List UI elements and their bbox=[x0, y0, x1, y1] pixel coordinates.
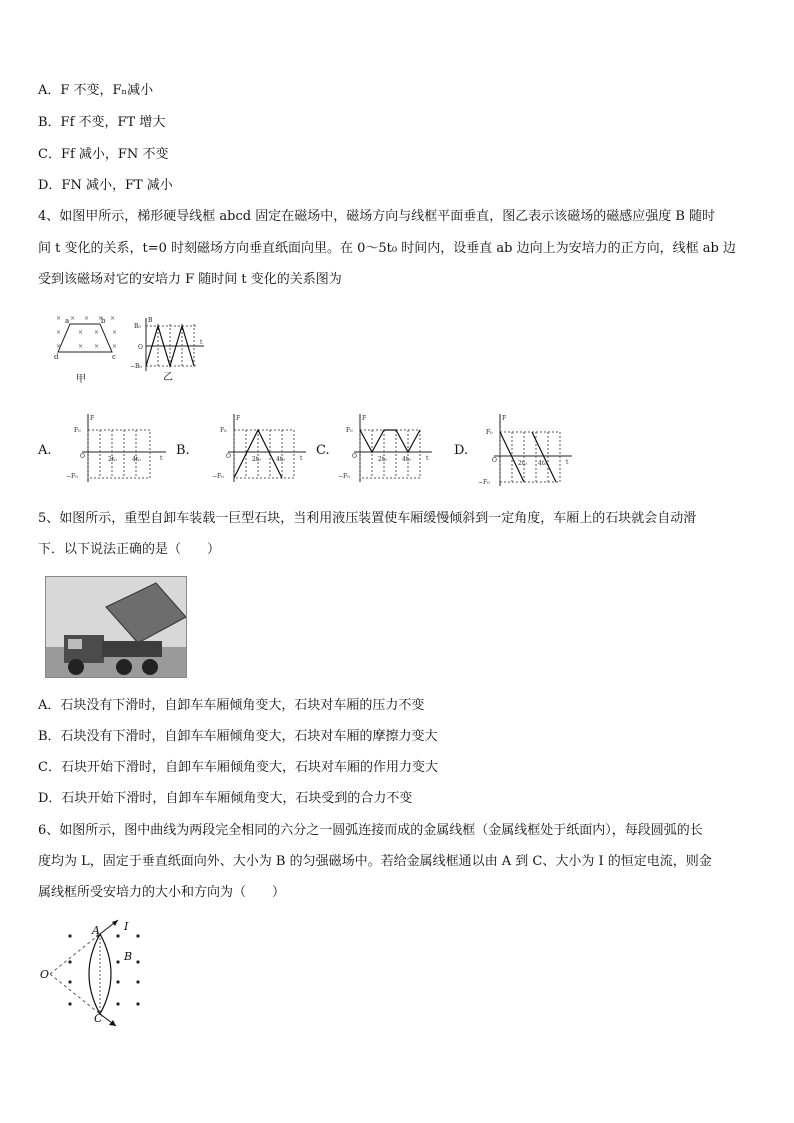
dump-truck-illustration bbox=[46, 577, 186, 677]
q4-stem-line2: 间 t 变化的关系，t=0 时刻磁场方向垂直纸面向里。在 0～5t₀ 时间内，设垂直 ab 边向上为安培力的正方向，线框 ab 边 bbox=[38, 241, 736, 256]
svg-text:O: O bbox=[138, 344, 143, 351]
svg-text:×: × bbox=[78, 343, 84, 350]
svg-text:O: O bbox=[492, 457, 497, 464]
q4-option-a-label: A. bbox=[38, 443, 52, 458]
svg-text:F: F bbox=[90, 415, 95, 422]
svg-text:c: c bbox=[112, 353, 116, 361]
q5-option-d: D．石块开始下滑时，自卸车车厢倾角变大，石块受到的合力不变 bbox=[38, 791, 413, 806]
svg-text:O: O bbox=[40, 968, 50, 981]
q4-stem-line1: 4、如图甲所示，梯形硬导线框 abcd 固定在磁场中，磁场方向与线框平面垂直，图乙表示该磁场的磁感应强度 B 随时 bbox=[38, 209, 716, 224]
q5-option-c: C．石块开始下滑时，自卸车车厢倾角变大，石块对车厢的作用力变大 bbox=[38, 760, 438, 775]
svg-text:O: O bbox=[352, 453, 357, 460]
q3-option-a: A．F 不变，Fₙ减小 bbox=[38, 83, 154, 98]
svg-text:×: × bbox=[112, 343, 118, 350]
dump-truck-photo bbox=[45, 576, 187, 678]
svg-text:−F₀: −F₀ bbox=[212, 473, 224, 480]
q4-option-a-graph bbox=[60, 412, 170, 484]
q4-option-c-graph bbox=[336, 412, 436, 484]
svg-text:×: × bbox=[56, 315, 62, 322]
q6-arc-frame-figure bbox=[38, 918, 148, 1028]
svg-text:×: × bbox=[70, 315, 76, 322]
svg-text:×: × bbox=[56, 343, 62, 350]
q6-stem-line2: 度均为 L，固定于垂直纸面向外、大小为 B 的匀强磁场中。若给金属线框通以由 A 到 C、大小为 I 的恒定电流，则金 bbox=[38, 854, 712, 869]
q5-stem-line2: 下．以下说法正确的是（ ） bbox=[38, 542, 221, 557]
figure-yi-b-t-graph bbox=[128, 316, 208, 374]
svg-text:t: t bbox=[566, 459, 569, 466]
svg-text:b: b bbox=[101, 317, 106, 325]
svg-text:−F₀: −F₀ bbox=[338, 473, 350, 480]
svg-text:2t₀: 2t₀ bbox=[108, 456, 117, 463]
svg-text:×: × bbox=[94, 343, 100, 350]
svg-text:F: F bbox=[362, 415, 367, 422]
q3-option-b: B．Ff 不变，FT 增大 bbox=[38, 115, 166, 130]
svg-text:O: O bbox=[80, 453, 85, 460]
svg-text:×: × bbox=[94, 329, 100, 336]
q4-option-b-label: B. bbox=[176, 443, 190, 458]
svg-text:×: × bbox=[110, 315, 116, 322]
svg-text:2t₀: 2t₀ bbox=[252, 456, 261, 463]
svg-text:−F₀: −F₀ bbox=[478, 479, 490, 486]
svg-text:B: B bbox=[148, 317, 153, 324]
svg-text:C: C bbox=[94, 1012, 103, 1025]
svg-text:A: A bbox=[92, 924, 100, 937]
svg-text:F₀: F₀ bbox=[74, 427, 81, 434]
q4-option-c-label: C. bbox=[316, 443, 330, 458]
q6-stem-line3: 属线框所受安培力的大小和方向为（ ） bbox=[38, 885, 286, 900]
svg-text:F₀: F₀ bbox=[486, 429, 493, 436]
svg-text:t: t bbox=[160, 455, 163, 462]
q4-option-b-graph bbox=[210, 412, 310, 484]
svg-text:F: F bbox=[236, 415, 241, 422]
q4-stem-line3: 受到该磁场对它的安培力 F 随时间 t 变化的关系图为 bbox=[38, 272, 342, 287]
svg-text:a: a bbox=[65, 317, 70, 325]
svg-text:F₀: F₀ bbox=[220, 427, 227, 434]
figure-yi-label: 乙 bbox=[163, 372, 173, 383]
svg-text:×: × bbox=[98, 315, 104, 322]
svg-text:O: O bbox=[226, 453, 231, 460]
q5-option-a: A．石块没有下滑时，自卸车车厢倾角变大，石块对车厢的压力不变 bbox=[38, 698, 425, 713]
figure-jia-label: 甲 bbox=[76, 374, 86, 385]
svg-text:F: F bbox=[502, 415, 507, 422]
q5-stem-line1: 5、如图所示，重型自卸车装载一巨型石块，当利用液压装置使车厢缓慢倾斜到一定角度，车厢上的石块就会自动滑 bbox=[38, 511, 697, 526]
svg-text:2t₀: 2t₀ bbox=[378, 456, 387, 463]
svg-text:d: d bbox=[54, 353, 59, 361]
svg-text:t: t bbox=[426, 455, 429, 462]
svg-text:×: × bbox=[56, 329, 62, 336]
q6-stem-line1: 6、如图所示，图中曲线为两段完全相同的六分之一圆弧连接而成的金属线框（金属线框处于纸面内），每段圆弧的长 bbox=[38, 823, 703, 838]
svg-text:×: × bbox=[84, 315, 90, 322]
q3-option-d: D．FN 减小，FT 减小 bbox=[38, 178, 173, 193]
svg-text:I: I bbox=[124, 920, 129, 933]
svg-text:−B₀: −B₀ bbox=[130, 363, 142, 370]
svg-text:−F₀: −F₀ bbox=[66, 473, 78, 480]
svg-text:t: t bbox=[200, 339, 203, 346]
svg-text:4t₀: 4t₀ bbox=[402, 456, 411, 463]
svg-text:4t₀: 4t₀ bbox=[276, 456, 285, 463]
svg-text:4t₀: 4t₀ bbox=[132, 456, 141, 463]
svg-text:B₀: B₀ bbox=[134, 323, 141, 330]
svg-text:2t₀: 2t₀ bbox=[518, 460, 527, 467]
svg-text:×: × bbox=[78, 329, 84, 336]
svg-text:F₀: F₀ bbox=[346, 427, 353, 434]
svg-text:t: t bbox=[300, 455, 303, 462]
svg-text:4t₀: 4t₀ bbox=[538, 460, 547, 467]
q4-option-d-label: D. bbox=[454, 443, 469, 458]
q5-option-b: B．石块没有下滑时，自卸车车厢倾角变大，石块对车厢的摩擦力变大 bbox=[38, 729, 438, 744]
q3-option-c: C．Ff 减小，FN 不变 bbox=[38, 147, 169, 162]
svg-text:×: × bbox=[112, 329, 118, 336]
svg-text:B: B bbox=[124, 950, 133, 963]
q4-option-d-graph bbox=[476, 412, 576, 488]
figure-jia-trapezoid-in-field bbox=[52, 312, 122, 378]
